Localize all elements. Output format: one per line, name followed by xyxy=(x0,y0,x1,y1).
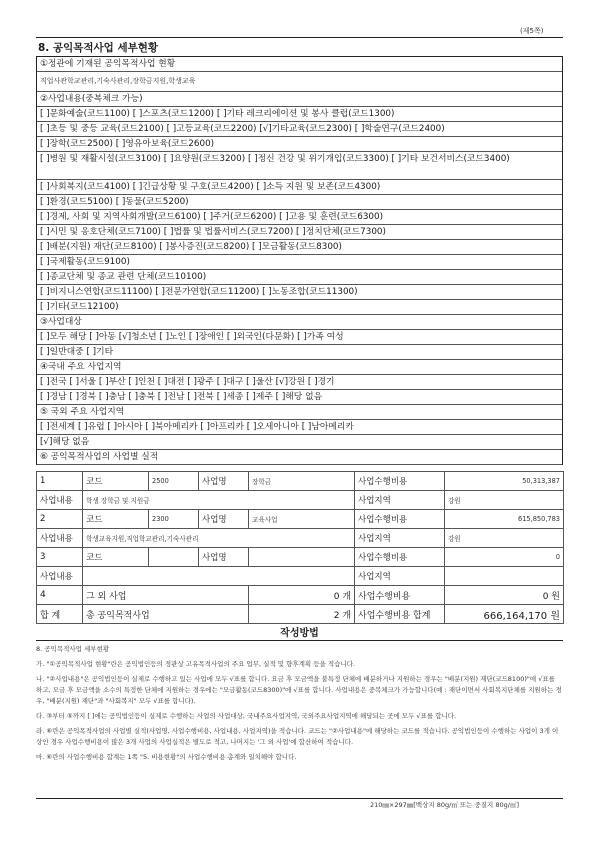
item2-line: [ ]경제, 사회 및 지역사회개발(코드6100) [ ]주거(코드6200) [ ]고용 및 훈련(코드6300) xyxy=(37,210,562,225)
region-label: 사업지역 xyxy=(355,491,445,510)
table-row xyxy=(37,529,564,548)
guide-paragraph: 가. "①공익목적사업 현황"란은 공익법인등의 정관상 고유목적사업의 주요 업무, 실적 및 향후계획 등을 적습니다. xyxy=(36,660,356,668)
project-code xyxy=(149,548,199,567)
other-cost-won: 원 xyxy=(551,591,560,602)
total-count-cell xyxy=(249,605,355,624)
item2-line: [ ]종교단체 및 종교 관련 단체(코드10100) xyxy=(37,270,562,285)
code-label: 코드 xyxy=(83,510,149,529)
guide-paragraph: 다. ③부터 ⑤까지 [ ]에는 공익법인등이 실제로 수행하는 사업의 사업대상, 국내주요사업지역, 국외주요사업지역에 해당되는 곳에 모두 √표를 합니다. xyxy=(36,712,457,720)
project-number: 1 xyxy=(37,472,83,491)
item4-line: [ ]전국 [ ]서울 [ ]부산 [ ]인천 [ ]대전 [ ]광주 [ ]대구 [ ]울산 [√]강원 [ ]경기 xyxy=(37,375,562,390)
item5-line: [√]해당 없음 xyxy=(37,435,562,450)
item2-line: [ ]장학(코드2500) [ ]영유아보육(코드2600) xyxy=(37,137,562,152)
item1-title: ①정관에 기재된 공익목적사업 현황 xyxy=(37,57,562,72)
other-count: 0 xyxy=(333,591,340,602)
guide-paragraph: 나. "②사업내용"은 공익법인등이 실제로 수행하고 있는 사업에 모두 √표를 합니다. 요금 후 모금액을 불특정 단체에 배분하거나 지원하는 경우는 "배분(지원) 재단(코드8100)"에 √표를 하고, 모금 후 모금액을 소수의 특정한 단체에 지원하는 경우에는 "모금활동(코드8300)"에 √표를 합니다. 사업내용은 중복체크가 가능합니다(예 : 재단이면서 사회복지단체를 지원하는 경우, "배분(지원) 재단"과 "사회복지" 모두 √표를 합니다). xyxy=(36,675,562,705)
item5-line: [ ]전세계 [ ]유럽 [ ]아시아 [ ]북아메리카 [ ]아프리카 [ ]오세아니아 [ ]남아메리카 xyxy=(37,420,562,435)
table-row xyxy=(37,491,564,510)
item2-line: [ ]초등 및 중등 교육(코드2100) [ ]고등교육(코드2200) [√]기타교육(코드2300) [ ]학술연구(코드2400) xyxy=(37,122,562,137)
project-content xyxy=(83,567,355,586)
project-name: 장학금 xyxy=(249,472,355,491)
item4-title: ④국내 주요 사업지역 xyxy=(37,360,562,375)
item3-title: ③사업대상 xyxy=(37,315,562,330)
project-code: 2500 xyxy=(149,472,199,491)
item2-line: [ ]사회복지(코드4100) [ ]긴급상황 및 구호(코드4200) [ ]소득 지원 및 보존(코드4300) xyxy=(37,180,562,195)
table-row xyxy=(37,472,564,491)
section-title: 8. 공익목적사업 세부현황 xyxy=(38,42,159,54)
project-number: 3 xyxy=(37,548,83,567)
other-cost-cell xyxy=(445,586,564,605)
other-count-cell xyxy=(249,586,355,605)
guide-title: 작성방법 xyxy=(280,628,319,639)
guide-divider xyxy=(36,640,563,641)
top-divider xyxy=(36,37,563,38)
form-number: (제5쪽) xyxy=(520,27,544,35)
total-label: 합 계 xyxy=(37,605,83,624)
other-cost: 0 xyxy=(542,591,549,602)
item3-line: [ ]일반대중 [ ]기타 xyxy=(37,345,562,360)
guide-paragraph: 8. 공익목적사업 세부현황 xyxy=(36,645,110,653)
project-performance-table xyxy=(36,471,564,624)
detail-form xyxy=(36,56,563,465)
content-label: 사업내용 xyxy=(37,529,83,548)
paper-spec: 210㎜×297㎜[백상지 80g/㎡ 또는 중질지 80g/㎡] xyxy=(370,801,520,809)
other-number: 4 xyxy=(37,586,83,605)
project-region: 강원 xyxy=(445,529,564,548)
project-content: 학생 장학금 및 지원금 xyxy=(83,491,355,510)
item2-title: ②사업내용(중복체크 가능) xyxy=(37,92,562,107)
item2-line: [ ]기타(코드12100) xyxy=(37,300,562,315)
region-label: 사업지역 xyxy=(355,567,445,586)
item2-line: [ ]국제활동(코드9100) xyxy=(37,255,562,270)
region-label: 사업지역 xyxy=(355,529,445,548)
code-label: 코드 xyxy=(83,472,149,491)
other-count-unit: 개 xyxy=(342,591,351,602)
project-number: 2 xyxy=(37,510,83,529)
item1-value: 직업사관학교관리,기숙사관리,장학금지원,학생교육 xyxy=(37,72,562,92)
guide-paragraph: 라. ⑥란은 공익목적사업의 사업별 실적(사업명, 사업수행비용, 사업내용, 사업지역)을 적습니다. 코드는 "②사업내용"에 해당하는 코드를 적습니다. 공익법인등이 수행하는 사업이 3개 이상인 경우 사업수행비용이 많은 3개 사업의 사업실적은 별도로 적고, 나머지는 '그 외 사업'에 합산하여 적습니다. xyxy=(36,727,559,746)
cost-label: 사업수행비용 xyxy=(355,510,445,529)
total-cost: 666,164,170 xyxy=(483,610,548,622)
total-cost-cell xyxy=(445,605,564,624)
item2-line: [ ]비지니스연합(코드11100) [ ]전문가연합(코드11200) [ ]노동조합(코드11300) xyxy=(37,285,562,300)
guide-text xyxy=(36,644,563,767)
total-cost-won: 원 xyxy=(550,610,560,622)
total-cost-label: 사업수행비용 합계 xyxy=(355,605,445,624)
total-sub-label: 총 공익목적사업 xyxy=(83,605,249,624)
project-region: 강원 xyxy=(445,491,564,510)
project-cost: 50,313,387 xyxy=(445,472,564,491)
project-content: 학생교육지원,직업학교관리,기숙사관리 xyxy=(83,529,355,548)
table-row xyxy=(37,567,564,586)
item2-line: [ ]문화예술(코드1100) [ ]스포츠(코드1200) [ ]기타 레크리에이션 및 봉사 클럽(코드1300) xyxy=(37,107,562,122)
project-code: 2300 xyxy=(149,510,199,529)
project-name: 교육사업 xyxy=(249,510,355,529)
content-label: 사업내용 xyxy=(37,567,83,586)
table-row xyxy=(37,586,564,605)
name-label: 사업명 xyxy=(199,510,249,529)
project-cost: 615,850,783 xyxy=(445,510,564,529)
bottom-divider xyxy=(36,798,563,799)
code-label: 코드 xyxy=(83,548,149,567)
item2-line: [ ]병원 및 재활시설(코드3100) [ ]요양원(코드3200) [ ]정신 건강 및 위기개입(코드3300) [ ]기타 보건서비스(코드3400) xyxy=(37,152,562,180)
item2-line: [ ]시민 및 옹호단체(코드7100) [ ]법률 및 법률서비스(코드7200) [ ]정치단체(코드7300) xyxy=(37,225,562,240)
table-row xyxy=(37,510,564,529)
table-row xyxy=(37,548,564,567)
table-row xyxy=(37,605,564,624)
other-label: 그 외 사업 xyxy=(83,586,249,605)
total-count-unit: 개 xyxy=(342,610,351,621)
project-cost: 0 xyxy=(445,548,564,567)
item4-line: [ ]경남 [ ]경북 [ ]충남 [ ]충북 [ ]전남 [ ]전북 [ ]세종 [ ]제주 [ ]해당 없음 xyxy=(37,390,562,405)
item2-line: [ ]배분(지원) 재단(코드8100) [ ]봉사증진(코드8200) [ ]모금활동(코드8300) xyxy=(37,240,562,255)
cost-label: 사업수행비용 xyxy=(355,472,445,491)
name-label: 사업명 xyxy=(199,548,249,567)
item6-title: ⑥ 공익목적사업의 사업별 실적 xyxy=(37,450,562,465)
item5-title: ⑤ 국외 주요 사업지역 xyxy=(37,405,562,420)
project-name xyxy=(249,548,355,567)
name-label: 사업명 xyxy=(199,472,249,491)
other-cost-label: 사업수행비용 xyxy=(355,586,445,605)
item3-line: [ ]모두 해당 [ ]아동 [√]청소년 [ ]노인 [ ]장애인 [ ]외국인(다문화) [ ]가족 여성 xyxy=(37,330,562,345)
item2-line: [ ]환경(코드5100) [ ]동물(코드5200) xyxy=(37,195,562,210)
project-region xyxy=(445,567,564,586)
guide-paragraph: 마. ⑥란의 사업수행비용 합계는 1쪽 "5. 비용현황"의 사업수행비용 총계와 일치해야 합니다. xyxy=(36,753,297,761)
content-label: 사업내용 xyxy=(37,491,83,510)
cost-label: 사업수행비용 xyxy=(355,548,445,567)
total-count: 2 xyxy=(333,610,340,621)
